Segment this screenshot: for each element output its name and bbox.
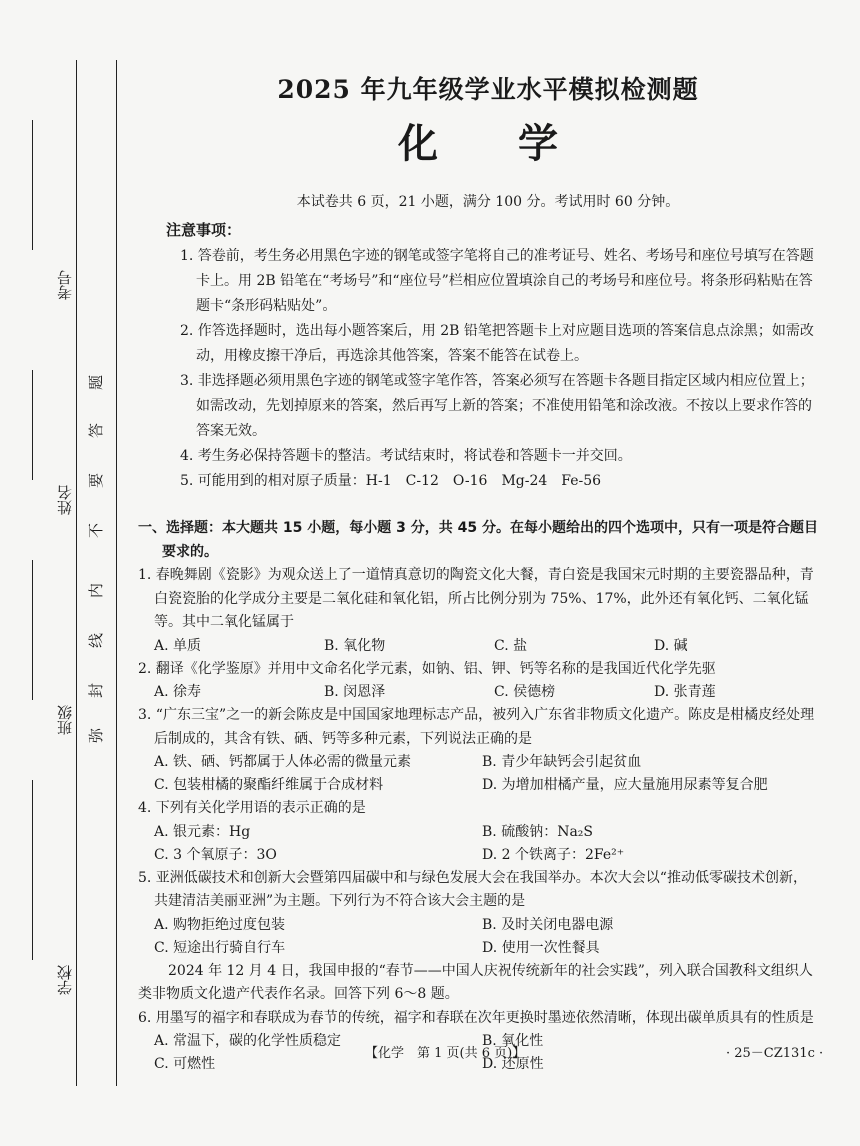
seal-mark: 不	[87, 522, 106, 539]
seal-mark: 要	[87, 472, 106, 489]
name-blank	[32, 370, 33, 480]
question-stem: 4. 下列有关化学用语的表示正确的是	[138, 800, 366, 816]
option: B. 硫酸钠：Na₂S	[482, 823, 593, 840]
option: B. 及时关闭电器电源	[482, 916, 614, 933]
margin-line-inner	[116, 60, 117, 1086]
margin-line-outer	[76, 60, 77, 1086]
question-options	[138, 914, 818, 960]
option: C. 可燃性	[154, 1056, 216, 1072]
school-blank	[32, 780, 33, 960]
class-label: 班级	[56, 705, 74, 735]
option: D. 为增加柑橘产量，应大量施用尿素等复合肥	[482, 777, 768, 793]
paper-code: · 25－CZ131c ·	[726, 1046, 824, 1061]
option: D. 还原性	[482, 1056, 544, 1072]
option: A. 铁、硒、钙都属于人体必需的微量元素	[154, 754, 412, 770]
option: A. 购物拒绝过度包装	[154, 916, 286, 933]
option: C. 盐	[494, 637, 528, 654]
question-options	[138, 635, 818, 658]
option: A. 单质	[154, 637, 202, 654]
question-stem: 6. 用墨写的福字和春联成为春节的传统，福字和春联在次年更换时墨迹依然清晰，体现出碳单质具有的性质是	[138, 1009, 814, 1026]
seal-mark: 题	[87, 374, 106, 391]
exam-number-label: 考号	[56, 270, 74, 300]
option: B. 青少年缺钙会引起贫血	[482, 754, 642, 770]
school-label: 学校	[56, 965, 74, 995]
option: B. 氧化物	[324, 637, 386, 654]
notice-item: 3. 非选择题必须用黑色字迹的钢笔或签字笔作答，答案必须写在答题卡各题目指定区域内相应位置上；如需改动，先划掉原来的答案，然后再写上新的答案；不准使用铅笔和涂改液。不按以上要求作答的答案无效。	[180, 373, 814, 439]
option: D. 张青莲	[654, 684, 716, 700]
exam-title: 2025 年九年级学业水平模拟检测题	[277, 75, 699, 104]
notice-item: 1. 答卷前，考生务必用黑色字迹的钢笔或签字笔将自己的准考证号、姓名、考场号和座位号填写在答题卡上。用 2B 铅笔在“考场号”和“座位号”栏相应位置填涂自己的考场号和座位号。将条形码粘贴在答题卡“条形码粘贴处”。	[180, 248, 814, 314]
notice-heading: 注意事项：	[166, 221, 242, 239]
option: B. 氧化性	[482, 1033, 544, 1049]
reading-passage: 2024 年 12 月 4 日，我国申报的“春节——中国人庆祝传统新年的社会实践”，列入联合国教科文组织人类非物质文化遗产代表作名录。回答下列 6～8 题。	[138, 962, 813, 1002]
option: B. 闵恩泽	[324, 684, 386, 700]
option: A. 常温下，碳的化学性质稳定	[154, 1033, 342, 1049]
option: A. 徐寿	[154, 684, 202, 700]
binding-margin	[0, 0, 130, 1146]
class-blank	[32, 560, 33, 700]
option: C. 侯德榜	[494, 684, 556, 700]
name-label: 姓名	[56, 485, 74, 515]
page-number: 【化学 第 1 页(共 6 页)】	[365, 1046, 526, 1061]
exam-number-blank	[32, 120, 33, 250]
question-options	[138, 751, 818, 797]
option: C. 3 个氧原子：3O	[154, 846, 277, 863]
notice-item: 5. 可能用到的相对原子质量：H-1 C-12 O-16 Mg-24 Fe-56	[180, 473, 602, 489]
seal-mark: 答	[87, 422, 106, 439]
exam-intro: 本试卷共 6 页，21 小题，满分 100 分。考试用时 60 分钟。	[296, 194, 680, 210]
question-stem: 5. 亚洲低碳技术和创新大会暨第四届碳中和与绿色发展大会在我国举办。本次大会以“推动低零碳技术创新，共建清洁美丽亚洲”为主题。下列行为不符合该大会主题的是	[138, 869, 807, 909]
subject-title: 化学	[398, 121, 638, 167]
seal-mark: 内	[87, 582, 106, 599]
option: D. 2 个铁离子：2Fe²⁺	[482, 846, 625, 863]
seal-mark: 弥	[87, 727, 106, 744]
exam-content	[138, 70, 818, 1076]
question-stem: 2. 翻译《化学鉴原》并用中文命名化学元素，如钠、铝、钾、钙等名称的是我国近代化学先驱	[138, 660, 716, 677]
option: D. 碱	[654, 637, 688, 654]
seal-mark: 封	[87, 682, 106, 699]
section-heading: 一、选择题：本大题共 15 小题，每小题 3 分，共 45 分。在每小题给出的四个选项中，只有一项是符合题目要求的。	[138, 520, 818, 560]
option: A. 银元素：Hg	[154, 823, 251, 840]
notice-item: 4. 考生务必保持答题卡的整洁。考试结束时，将试卷和答题卡一并交回。	[180, 448, 632, 464]
option: D. 使用一次性餐具	[482, 939, 600, 956]
option: C. 包装柑橘的聚酯纤维属于合成材料	[154, 777, 384, 793]
question-stem: 1. 春晚舞剧《瓷影》为观众送上了一道情真意切的陶瓷文化大餐，青白瓷是我国宋元时期的主要瓷器品种，青白瓷瓷胎的化学成分主要是二氧化硅和氧化铝，所占比例分别为 75%、17%，此外还有氧化钙、二氧化锰等。其中二氧化锰属于	[138, 567, 814, 630]
seal-mark: 线	[87, 632, 106, 649]
question-options	[138, 821, 818, 867]
question-options	[138, 681, 818, 704]
notice-item: 2. 作答选择题时，选出每小题答案后，用 2B 铅笔把答题卡上对应题目选项的答案信息点涂黑；如需改动，用橡皮擦干净后，再选涂其他答案，答案不能答在试卷上。	[180, 323, 814, 364]
question-stem: 3. “广东三宝”之一的新会陈皮是中国国家地理标志产品，被列入广东省非物质文化遗产。陈皮是柑橘皮经处理后制成的，其含有铁、硒、钙等多种元素，下列说法正确的是	[138, 707, 815, 747]
option: C. 短途出行骑自行车	[154, 939, 286, 956]
